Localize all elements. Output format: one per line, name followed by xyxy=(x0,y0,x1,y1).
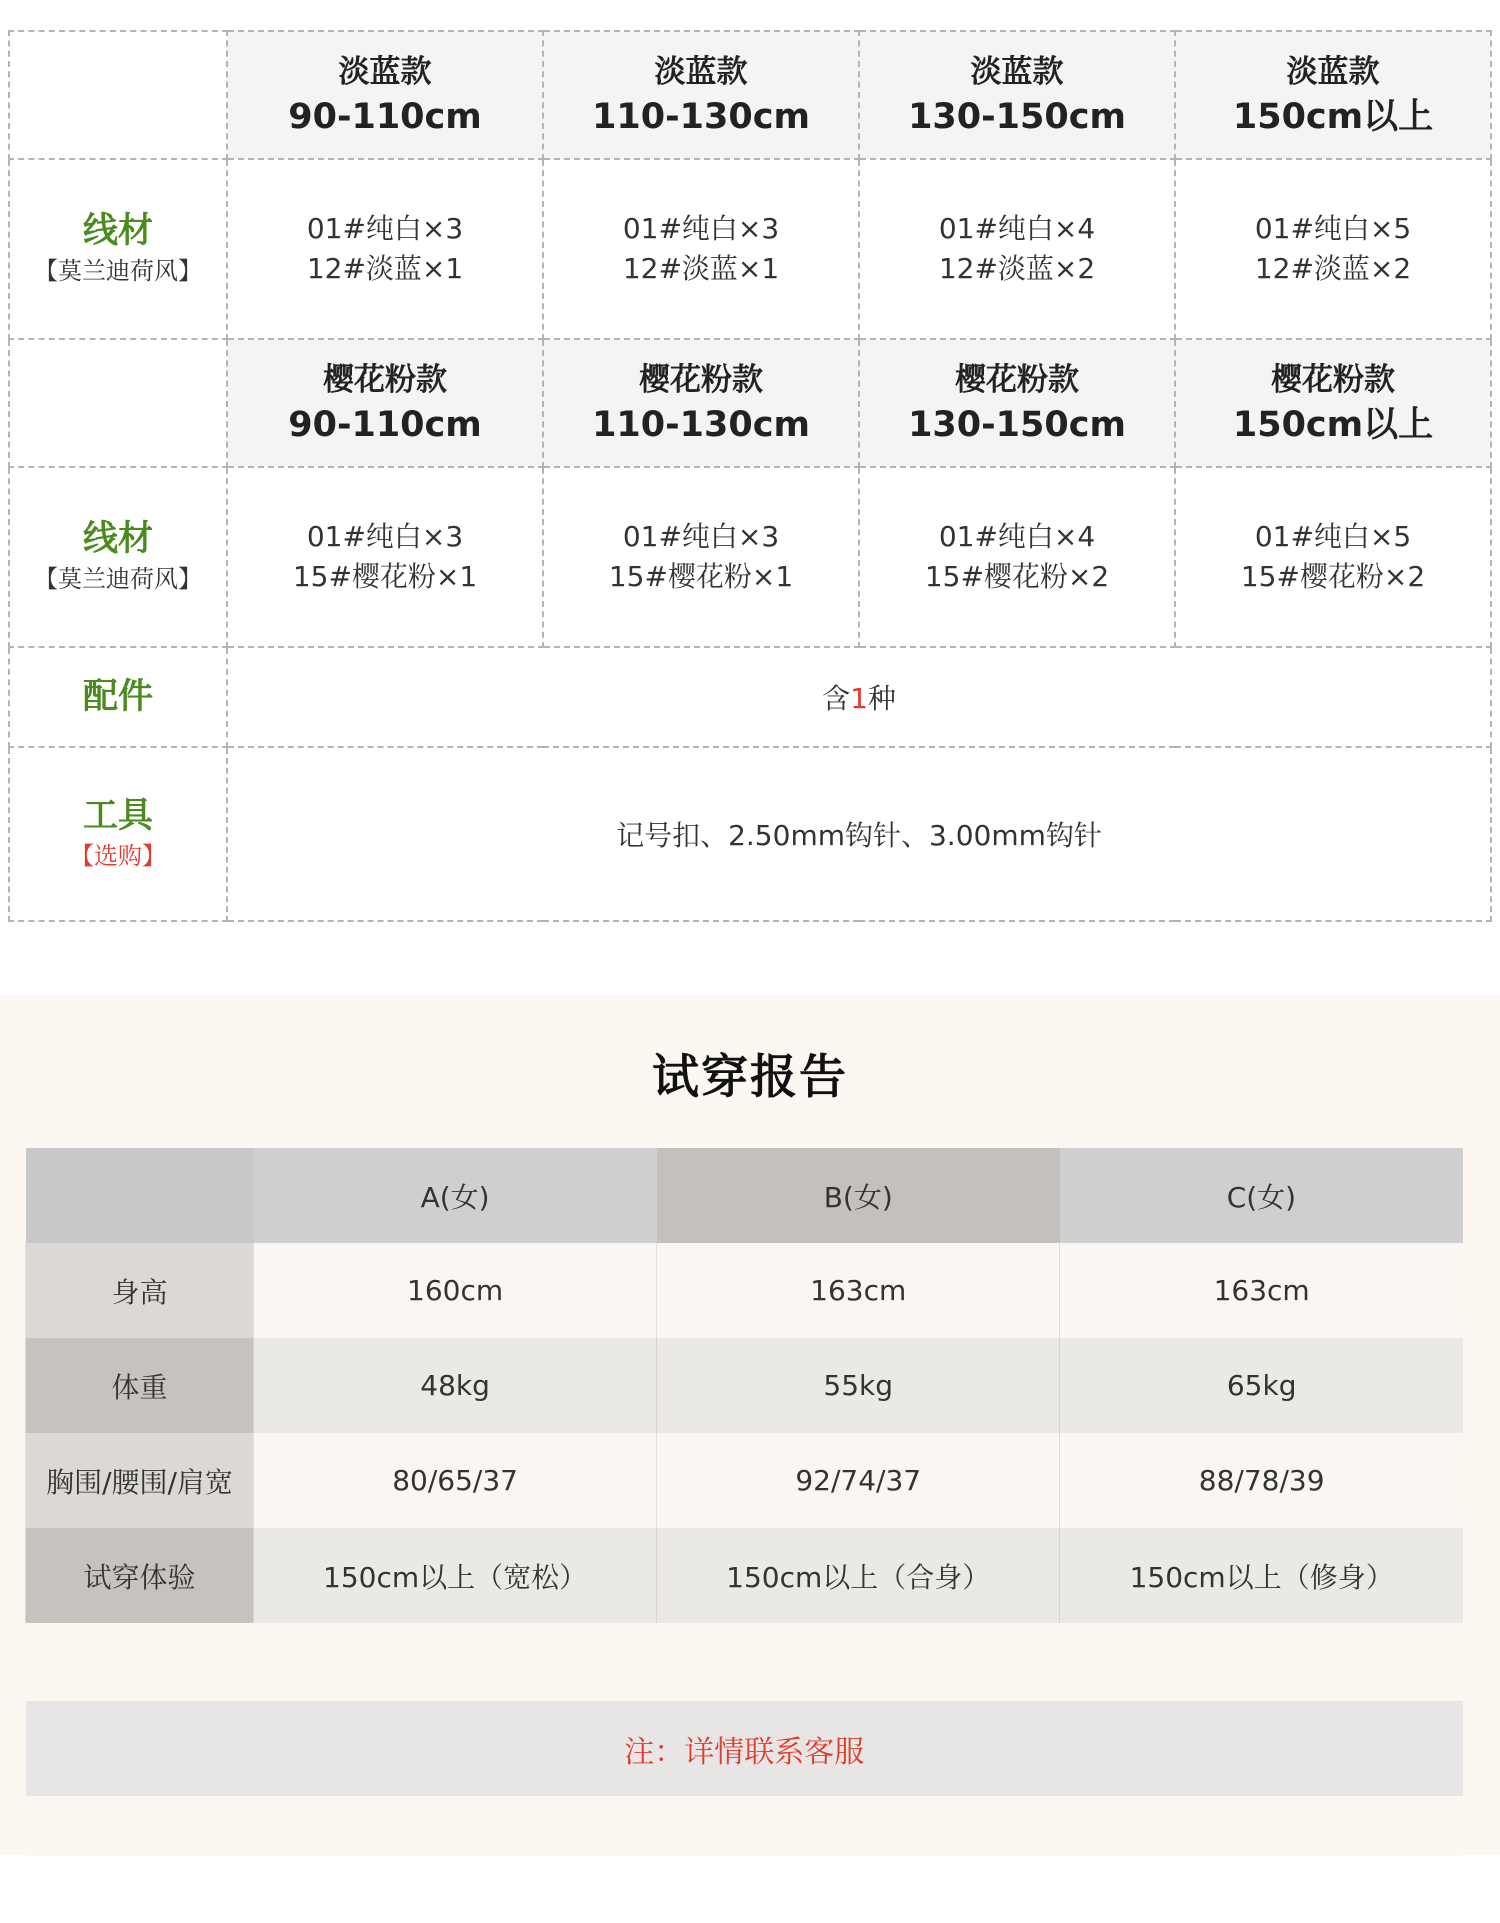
note-row xyxy=(26,1701,1464,1796)
accessory-label: 配件 xyxy=(82,677,153,717)
corner-cell xyxy=(9,339,227,467)
style-name: 淡蓝款 xyxy=(1286,54,1380,90)
size-range: 110-130cm xyxy=(592,405,810,445)
yarn-line: 01#纯白×3 xyxy=(306,212,464,245)
yarn-line: 12#淡蓝×2 xyxy=(1254,252,1412,285)
table-cell: 160cm xyxy=(254,1243,657,1338)
yarn-line: 15#樱花粉×1 xyxy=(292,560,478,593)
size-range: 90-110cm xyxy=(288,97,482,137)
yarn-cell xyxy=(1175,159,1491,339)
accessory-count: 1 xyxy=(850,682,868,715)
yarn-line: 01#纯白×5 xyxy=(1254,520,1412,553)
style-name: 樱花粉款 xyxy=(955,362,1079,398)
blue-size-header xyxy=(1175,31,1491,159)
table-cell: 80/65/37 xyxy=(254,1433,657,1528)
style-name: 淡蓝款 xyxy=(970,54,1064,90)
pink-header-row xyxy=(9,339,1491,467)
yarn-line: 01#纯白×3 xyxy=(622,520,780,553)
table-cell: 150cm以上（合身） xyxy=(657,1528,1060,1623)
tools-label: 工具 xyxy=(82,796,153,836)
accessory-value-cell xyxy=(227,647,1491,747)
report-table xyxy=(25,1148,1463,1856)
column-header: B(女) xyxy=(657,1148,1060,1243)
spacer-row xyxy=(26,1796,1464,1856)
size-range: 150cm以上 xyxy=(1232,97,1434,137)
yarn-label: 线材 xyxy=(82,519,153,559)
table-cell: 163cm xyxy=(657,1243,1060,1338)
yarn-label-cell xyxy=(9,467,227,647)
yarn-line: 15#樱花粉×1 xyxy=(608,560,794,593)
size-range: 90-110cm xyxy=(288,405,482,445)
yarn-line: 01#纯白×5 xyxy=(1254,212,1412,245)
yarn-cell xyxy=(543,159,859,339)
style-name: 樱花粉款 xyxy=(639,362,763,398)
note-text: 注：详情联系客服 xyxy=(26,1701,1464,1796)
yarn-label-cell xyxy=(9,159,227,339)
tools-row xyxy=(9,747,1491,921)
table-cell: 65kg xyxy=(1060,1338,1463,1433)
yarn-label: 线材 xyxy=(82,211,153,251)
yarn-line: 01#纯白×4 xyxy=(938,212,1096,245)
yarn-line: 12#淡蓝×1 xyxy=(622,252,780,285)
yarn-line: 12#淡蓝×1 xyxy=(306,252,464,285)
yarn-cell xyxy=(543,467,859,647)
size-range: 110-130cm xyxy=(592,97,810,137)
blue-size-header xyxy=(227,31,543,159)
report-corner xyxy=(26,1148,254,1243)
yarn-line: 01#纯白×3 xyxy=(306,520,464,553)
accessory-prefix: 含 xyxy=(822,682,851,715)
accessory-label-cell xyxy=(9,647,227,747)
accessory-suffix: 种 xyxy=(867,682,896,715)
spacer-row xyxy=(26,1623,1464,1701)
yarn-line: 15#樱花粉×2 xyxy=(1240,560,1426,593)
yarn-sublabel: 【莫兰迪荷风】 xyxy=(34,257,202,285)
column-header: C(女) xyxy=(1060,1148,1463,1243)
pink-yarn-row xyxy=(9,467,1491,647)
table-cell: 48kg xyxy=(254,1338,657,1433)
yarn-line: 12#淡蓝×2 xyxy=(938,252,1096,285)
pink-size-header xyxy=(543,339,859,467)
materials-table xyxy=(8,30,1492,922)
accessory-row xyxy=(9,647,1491,747)
yarn-line: 01#纯白×3 xyxy=(622,212,780,245)
table-cell: 150cm以上（修身） xyxy=(1060,1528,1463,1623)
yarn-cell xyxy=(1175,467,1491,647)
table-row xyxy=(26,1433,1464,1528)
column-header: A(女) xyxy=(254,1148,657,1243)
yarn-line: 01#纯白×4 xyxy=(938,520,1096,553)
table-row xyxy=(26,1243,1464,1338)
yarn-cell xyxy=(227,159,543,339)
row-label: 体重 xyxy=(26,1338,254,1433)
tools-label-cell xyxy=(9,747,227,921)
table-cell: 55kg xyxy=(657,1338,1060,1433)
size-range: 150cm以上 xyxy=(1232,405,1434,445)
spacer-cell xyxy=(26,1623,1464,1701)
row-label: 胸围/腰围/肩宽 xyxy=(26,1433,254,1528)
blue-size-header xyxy=(859,31,1175,159)
table-cell: 88/78/39 xyxy=(1060,1433,1463,1528)
size-range: 130-150cm xyxy=(908,97,1126,137)
yarn-cell xyxy=(859,467,1175,647)
table-row xyxy=(26,1338,1464,1433)
style-name: 樱花粉款 xyxy=(1271,362,1395,398)
tools-sublabel: 【选购】 xyxy=(70,842,166,870)
table-cell: 163cm xyxy=(1060,1243,1463,1338)
blue-header-row xyxy=(9,31,1491,159)
tools-value-cell xyxy=(227,747,1491,921)
blue-yarn-row xyxy=(9,159,1491,339)
pink-size-header xyxy=(227,339,543,467)
table-row xyxy=(26,1528,1464,1623)
row-label: 身高 xyxy=(26,1243,254,1338)
yarn-sublabel: 【莫兰迪荷风】 xyxy=(34,565,202,593)
table-cell: 150cm以上（宽松） xyxy=(254,1528,657,1623)
pink-size-header xyxy=(859,339,1175,467)
style-name: 樱花粉款 xyxy=(323,362,447,398)
spacer-cell xyxy=(26,1796,1464,1856)
tools-value: 记号扣、2.50mm钩针、3.00mm钩针 xyxy=(616,819,1102,852)
row-label: 试穿体验 xyxy=(26,1528,254,1623)
report-header-row xyxy=(26,1148,1464,1243)
style-name: 淡蓝款 xyxy=(338,54,432,90)
size-range: 130-150cm xyxy=(908,405,1126,445)
yarn-cell xyxy=(859,159,1175,339)
corner-cell xyxy=(9,31,227,159)
report-title: 试穿报告 xyxy=(652,1050,848,1105)
blue-size-header xyxy=(543,31,859,159)
yarn-line: 15#樱花粉×2 xyxy=(924,560,1110,593)
pink-size-header xyxy=(1175,339,1491,467)
style-name: 淡蓝款 xyxy=(654,54,748,90)
table-cell: 92/74/37 xyxy=(657,1433,1060,1528)
yarn-cell xyxy=(227,467,543,647)
